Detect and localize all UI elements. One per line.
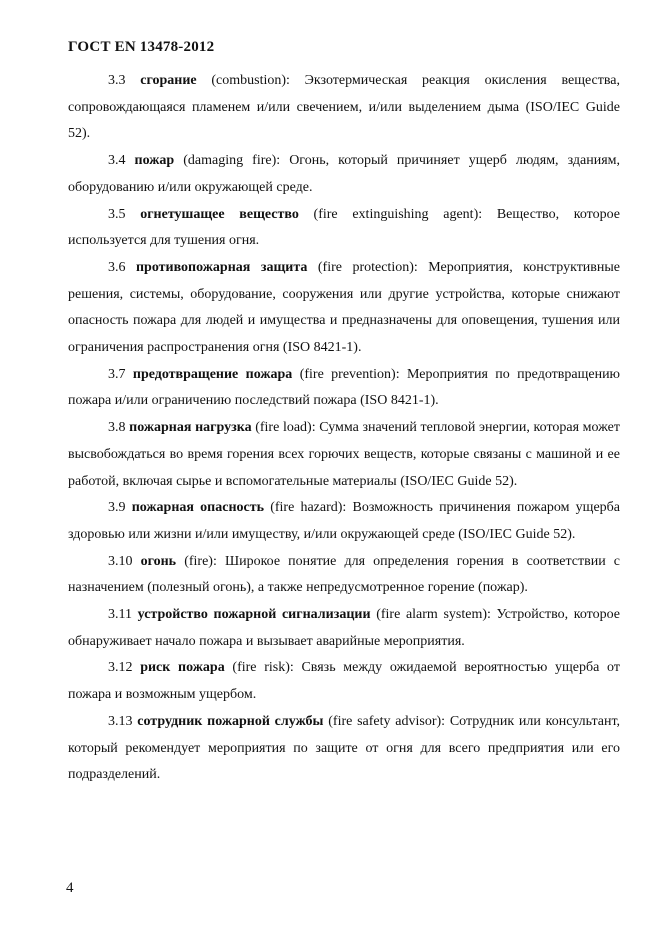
term-name: противопожарная защита [135, 259, 308, 275]
term-definition: (fire load): Сумма значений тепловой энергии, которая может высвобождаться во время горения всех горючих веществ, которые связаны с машиной и ее работой, включая сырье и вспомогательные материалы (ISO/IEC Guide 52). [68, 420, 621, 489]
page-number: 4 [66, 880, 74, 896]
terms-list [68, 68, 620, 789]
term-entry [68, 709, 620, 789]
term-name: пожарная нагрузка [129, 420, 252, 436]
term-definition: (fire alarm system): Устройство, которое обнаруживает начало пожара и вызывает аварийные мероприятия. [68, 607, 621, 649]
term-entry [68, 495, 620, 548]
term-number: 3.11 [108, 607, 132, 623]
term-entry [68, 148, 620, 201]
document-header: ГОСТ EN 13478-2012 [68, 39, 215, 55]
term-definition: (damaging fire): Огонь, который причиняет ущерб людям, зданиям, оборудованию и/или окружающей среде. [68, 153, 620, 195]
term-definition: (fire safety advisor): Сотрудник или консультант, который рекомендует мероприятия по защите от огня для всего предприятия или его подразделений. [68, 713, 621, 783]
term-number: 3.9 [108, 500, 126, 516]
term-entry [68, 202, 620, 255]
term-name: предотвращение пожара [132, 366, 293, 382]
term-name: огнетушащее вещество [140, 206, 299, 222]
term-name: сотрудник пожарной службы [137, 713, 324, 729]
term-number: 3.6 [108, 259, 126, 275]
term-number: 3.12 [108, 660, 133, 676]
term-definition: (fire hazard): Возможность причинения пожаром ущерба здоровью или жизни и/или имуществу, и/или окружающей среде (ISO/IEC Guide 52). [68, 500, 621, 542]
term-name: риск пожара [140, 660, 225, 676]
term-name: устройство пожарной сигнализации [137, 607, 371, 623]
term-name: пожар [134, 153, 175, 169]
term-entry [68, 655, 620, 708]
term-definition: (fire extinguishing agent): Вещество, которое используется для тушения огня. [68, 206, 620, 249]
term-number: 3.13 [108, 713, 133, 729]
term-entry [68, 415, 620, 495]
term-number: 3.7 [108, 366, 126, 382]
term-definition: (fire prevention): Мероприятия по предотвращению пожара и/или ограничению последствий пожара (ISO 8421-1). [68, 366, 621, 409]
term-entry [68, 68, 620, 148]
term-entry [68, 362, 620, 415]
term-definition: (fire protection): Мероприятия, конструктивные решения, системы, оборудование, сооружения или другие устройства, которые снижают опасность пожара для людей и имущества и предназначены для оповещения, тушения или ограничения распространения огня (ISO 8421-1). [68, 259, 621, 356]
term-definition: (fire): Широкое понятие для определения горения в соответствии с назначением (полезный огонь), а также непредусмотренное горение (пожар). [68, 553, 621, 596]
term-number: 3.8 [108, 420, 126, 436]
term-name: сгорание [140, 73, 197, 88]
term-number: 3.5 [108, 206, 126, 222]
term-entry [68, 255, 620, 362]
term-number: 3.3 [108, 73, 126, 88]
term-entry [68, 602, 620, 655]
term-definition: (combustion): Экзотермическая реакция окисления вещества, сопровождающаяся пламенем и/или свечением, и/или выделением дыма (ISO/IEC Guide 52). [68, 73, 621, 142]
term-entry [68, 549, 620, 602]
term-number: 3.4 [108, 153, 126, 169]
term-name: пожарная опасность [131, 500, 264, 516]
term-name: огонь [140, 553, 177, 569]
term-number: 3.10 [108, 553, 133, 569]
term-definition: (fire risk): Связь между ожидаемой вероятностью ущерба от пожара и возможным ущербом. [68, 660, 620, 703]
